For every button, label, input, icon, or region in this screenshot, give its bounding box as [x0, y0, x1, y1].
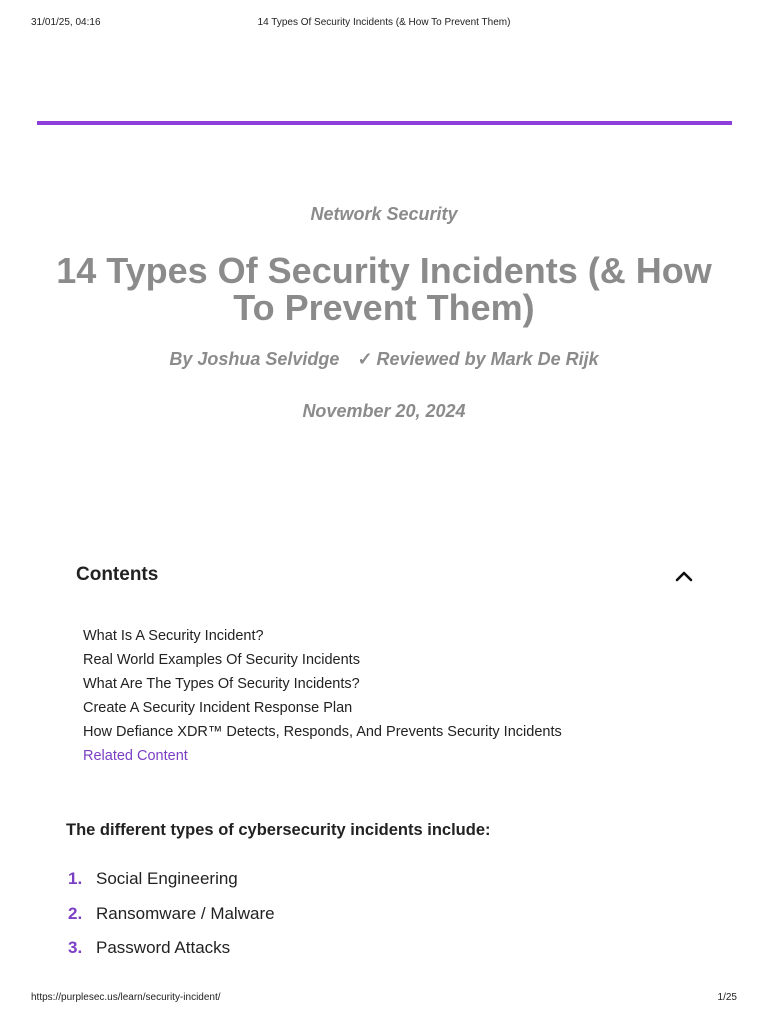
- accent-divider: [37, 121, 732, 125]
- reviewer-link[interactable]: Reviewed by Mark De Rijk: [376, 349, 599, 369]
- article-category[interactable]: Network Security: [310, 204, 458, 224]
- list-number: 2.: [68, 903, 83, 923]
- intro-text: The different types of cybersecurity incidents include:: [66, 821, 491, 839]
- toc-item[interactable]: Create A Security Incident Response Plan: [83, 700, 353, 716]
- toc-item[interactable]: What Are The Types Of Security Incidents?: [83, 676, 360, 692]
- toc-item[interactable]: Real World Examples Of Security Incidents: [83, 652, 360, 668]
- toc-item[interactable]: How Defiance XDR™ Detects, Responds, And Prevents Security Incidents: [83, 724, 562, 740]
- list-item-label: Password Attacks: [96, 938, 231, 957]
- print-header: [31, 17, 737, 31]
- publish-date: November 20, 2024: [302, 401, 466, 421]
- toc-item[interactable]: What Is A Security Incident?: [83, 628, 264, 644]
- chevron-up-icon[interactable]: [674, 566, 694, 586]
- article-title: 14 Types Of Security Incidents (& How To Prevent Them): [56, 250, 712, 328]
- toc-list: [83, 627, 562, 771]
- print-footer: [31, 992, 737, 1006]
- list-item-label: Social Engineering: [96, 869, 238, 888]
- toc-heading: Contents: [76, 564, 159, 585]
- list-item: [68, 937, 275, 972]
- print-document-title: 14 Types Of Security Incidents (& How To Prevent Them): [257, 17, 511, 28]
- list-item-label: Ransomware / Malware: [96, 903, 275, 923]
- incident-types-list: [68, 868, 275, 972]
- list-item: [68, 903, 275, 938]
- byline: [0, 349, 768, 370]
- checkmark-icon: ✓: [357, 349, 373, 369]
- page-number: 1/25: [717, 992, 737, 1003]
- list-item: [68, 868, 275, 903]
- page-url: https://purplesec.us/learn/security-incident/: [31, 992, 221, 1003]
- author-link[interactable]: By Joshua Selvidge: [169, 349, 340, 369]
- list-number: 3.: [68, 938, 83, 957]
- list-number: 1.: [68, 869, 83, 888]
- print-date: 31/01/25, 04:16: [31, 17, 101, 28]
- toc-item-related-content[interactable]: Related Content: [83, 748, 188, 764]
